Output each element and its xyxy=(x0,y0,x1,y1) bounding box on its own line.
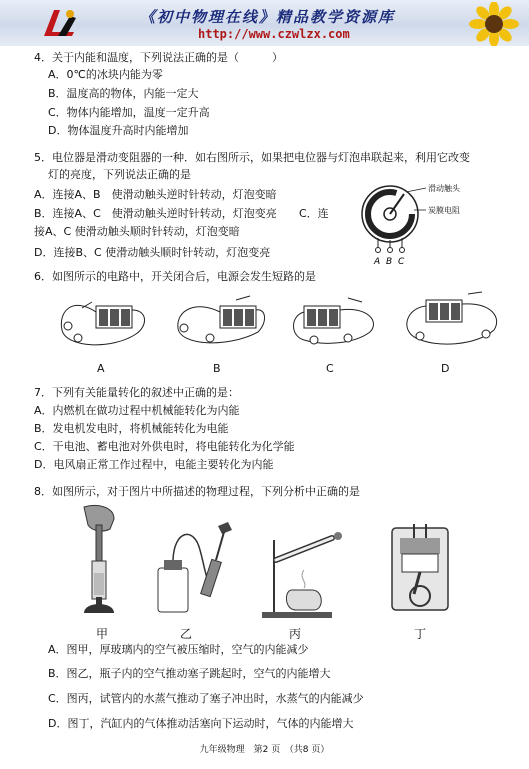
q8-label-bing: 丙 xyxy=(289,627,302,641)
q5-stem-line2: 灯的亮度，下列说法正确的是 xyxy=(48,168,191,181)
q6-label-c: C xyxy=(326,362,334,375)
logo-icon xyxy=(40,6,80,40)
q4-option-a: A．0℃的冰块内能为零 xyxy=(48,68,163,81)
q8-label-ding: 丁 xyxy=(414,627,427,641)
sunflower-icon xyxy=(468,2,520,46)
q8-option-b: B．图乙，瓶子内的空气推动塞子跳起时，空气的内能增大 xyxy=(48,667,331,680)
q5-stem-line1: 5．电位器是滑动变阻器的一种．如右图所示，如果把电位器与灯泡串联起来，利用它改变 xyxy=(34,151,470,164)
q6-label-b: B xyxy=(213,362,221,375)
q7-stem: 7．下列有关能量转化的叙述中正确的是： xyxy=(34,386,239,399)
q6-stem: 6．如图所示的电路中，开关闭合后，电源会发生短路的是 xyxy=(34,270,316,283)
q8-label-yi: 乙 xyxy=(180,627,193,641)
q4-option-c: C．物体内能增加，温度一定升高 xyxy=(48,106,210,119)
figure-jia-syringe xyxy=(72,503,128,621)
slider-label: 滑动触头 xyxy=(428,184,460,193)
figure-ding-cylinder xyxy=(380,520,460,620)
q7-option-a: A．内燃机在做功过程中机械能转化为内能 xyxy=(34,404,240,417)
resistor-label: 炭膜电阻 xyxy=(428,206,460,215)
q8-label-jia: 甲 xyxy=(96,627,109,641)
q7-option-d: D．电风扇正常工作过程中，电能主要转化为内能 xyxy=(34,458,274,471)
q7-option-b: B．发电机发电时，将机械能转化为电能 xyxy=(34,422,229,435)
q5-option-b: B．连接A、C 使滑动触头逆时针转动，灯泡变亮 xyxy=(34,207,277,220)
header-banner xyxy=(0,0,529,46)
q6-label-d: D xyxy=(441,362,450,375)
q8-stem: 8．如图所示，对于图片中所描述的物理过程，下列分析中正确的是 xyxy=(34,485,360,498)
q5-option-a: A．连接A、B 使滑动触头逆时针转动，灯泡变暗 xyxy=(34,188,277,201)
q8-option-c: C．图丙，试管内的水蒸气推动了塞子冲出时，水蒸气的内能减少 xyxy=(48,692,364,705)
banner-title: 《初中物理在线》精品教学资源库 xyxy=(140,8,396,26)
q8-option-a: A．图甲，厚玻璃内的空气被压缩时，空气的内能减少 xyxy=(48,643,309,656)
terminal-a-label: A xyxy=(374,257,381,266)
figure-bing-test-tube xyxy=(262,530,352,622)
q4-stem: 4．关于内能和温度，下列说法正确的是（ ） xyxy=(34,51,283,64)
potentiometer-diagram xyxy=(358,176,488,266)
q5-option-c-end: 接A、C 使滑动触头顺时针转动，灯泡变暗 xyxy=(34,225,240,238)
circuit-b xyxy=(166,292,272,352)
circuit-a xyxy=(52,292,158,352)
q7-option-c: C．干电池、蓄电池对外供电时，将电能转化为化学能 xyxy=(34,440,295,453)
circuit-d xyxy=(396,288,506,352)
q5-option-c-start: C．连 xyxy=(299,207,329,220)
q8-option-d: D．图丁，汽缸内的气体推动活塞向下运动时，气体的内能增大 xyxy=(48,717,354,730)
circuit-c xyxy=(284,292,384,352)
q4-option-b: B．温度高的物体，内能一定大 xyxy=(48,87,199,100)
figure-yi-bottle xyxy=(150,520,250,626)
q6-label-a: A xyxy=(97,362,105,375)
terminal-b-label: B xyxy=(386,257,393,266)
banner-url[interactable]: http://www.czwlzx.com xyxy=(198,27,350,41)
q4-option-d: D．物体温度升高时内能增加 xyxy=(48,124,189,137)
terminal-c-label: C xyxy=(398,257,405,266)
page-footer: 九年级物理 第2 页 （共8 页） xyxy=(199,745,330,755)
q5-option-d: D．连接B、C 使滑动触头顺时针转动，灯泡变亮 xyxy=(34,246,271,259)
